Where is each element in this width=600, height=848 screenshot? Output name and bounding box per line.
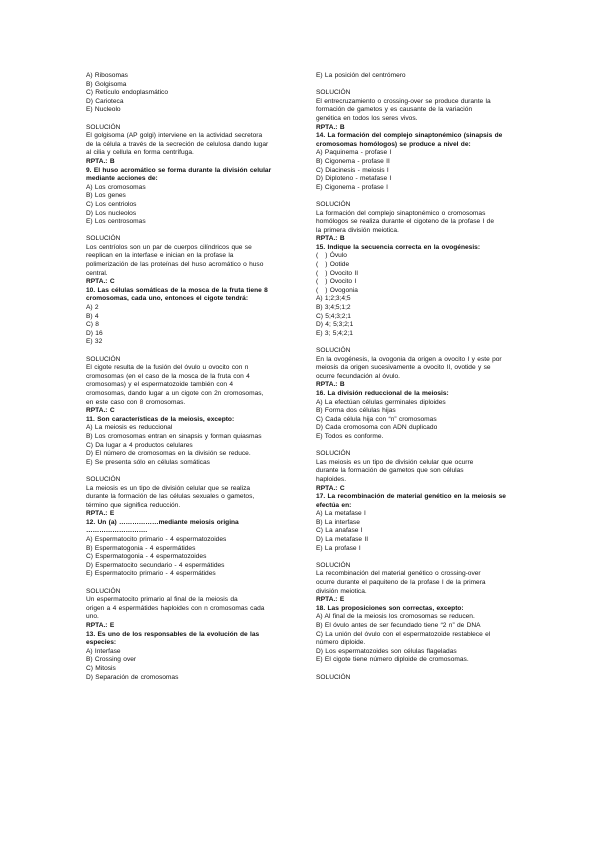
text-line: B) Forma dos células hijas: [316, 407, 396, 415]
bold-text-line: 13. Es uno de los responsables de la evolución de las: [86, 630, 260, 638]
text-line: E) La profase I: [316, 544, 361, 552]
text-line: ( ) Ovocito II: [316, 269, 359, 277]
text-line: C) Cada célula hija con “n” cromosomas: [316, 415, 437, 423]
bold-text-line: 12. Un (a) ………………mediante meiosis origina: [86, 518, 239, 526]
text-line: A) Al final de la meiosis los cromosomas se reducen.: [316, 613, 475, 621]
text-line: C) Da lugar a 4 productos celulares: [86, 441, 193, 449]
text-line: D) Cada cromosoma con ADN duplicado: [316, 424, 438, 432]
bold-text-line: 16. La división reduccional de la meiosis:: [316, 389, 449, 397]
bold-text-line: efectúa en:: [316, 501, 352, 509]
text-line: D) Espermatocito secundario - 4 espermátides: [86, 561, 225, 569]
text-line: D) Los nucleolos: [86, 209, 137, 217]
text-line: meiosis da origen sucesivamente a ovocito II, ovotide y se: [316, 364, 491, 372]
bold-text-line: 11. Son características de la meiosis, excepto:: [86, 415, 235, 423]
blank-line: [86, 115, 318, 124]
text-line: cromosomas, dando lugar a un cigote con 2n cromosomas,: [86, 389, 264, 397]
text-line: La meiosis es un tipo de división celular que se realiza: [86, 484, 251, 492]
bold-text-line: 17. La recombinación de material genético en la meiosis se: [316, 493, 506, 501]
text-line: A) Ribosomas: [86, 72, 128, 79]
text-line: E) 3; 5;4;2;1: [316, 329, 353, 337]
text-line: de la célula a través de la secreción de celulosa dando lugar: [86, 140, 269, 148]
text-line: central.: [86, 269, 108, 277]
text-line: D) El número de cromosomas en la división se reduce.: [86, 450, 251, 458]
text-line: SOLUCIÓN: [86, 475, 121, 483]
text-line: al cilia y cellula en forma centrífuga.: [86, 149, 194, 157]
text-line: A) Paquinema - profase I: [316, 149, 392, 157]
text-line: ocurre fecundación al óvulo.: [316, 372, 400, 380]
blank-line: [86, 467, 318, 476]
blank-line: [316, 553, 546, 562]
text-line: B) 4: [86, 312, 99, 320]
text-line: D) La metafase II: [316, 536, 369, 544]
text-line: genética en todos los seres vivos.: [316, 114, 418, 122]
text-line: SOLUCIÓN: [316, 347, 351, 354]
text-line: D) Separación de cromosomas: [86, 673, 179, 681]
text-line: Las meiosis es un tipo de división celular que ocurre: [316, 458, 474, 466]
text-line: A) 2: [86, 304, 99, 312]
blank-line: [86, 347, 318, 356]
text-line: B) El óvulo antes de ser fecundado tiene “2 n” de DNA: [316, 622, 481, 629]
text-line: B) Crossing over: [86, 656, 137, 664]
bold-text-line: 14. La formación del complejo sinaptonémico (sinapsis de: [316, 132, 503, 140]
text-line: B) Cigonema - profase II: [316, 157, 390, 165]
text-line: La formación del complejo sinaptonémico o cromosomas: [316, 209, 486, 217]
blank-line: [86, 579, 318, 588]
text-line: formación de gametos y es causante de la variación: [316, 106, 473, 114]
bold-text-line: 9. El huso acromático se forma durante la división celular: [86, 166, 272, 174]
text-line: La recombinación del material genético o crossing-over: [316, 570, 481, 578]
right-column: [316, 72, 546, 682]
bold-text-line: 18. Las proposiciones son correctas, excepto:: [316, 604, 464, 612]
bold-text-line: mediante acciones de:: [86, 175, 158, 183]
text-line: SOLUCIÓN: [86, 123, 121, 131]
text-line: B) Espermatogonia - 4 espermátides: [86, 544, 196, 552]
blank-line: [316, 665, 546, 674]
text-line: C) Los centriolos: [86, 200, 137, 208]
text-line: Los centríolos son un par de cuerpos cilíndricos que se: [86, 243, 252, 251]
text-line: ( ) Ovocito I: [316, 278, 357, 286]
text-line: E) Todos es conforme.: [316, 432, 384, 440]
text-line: ocurre durante el paquiteno de la profase I de la primera: [316, 579, 486, 587]
text-line: SOLUCIÓN: [86, 355, 121, 363]
text-line: C) Espermatogonia - 4 espermatozoides: [86, 553, 207, 561]
text-line: El entrecruzamiento o crossing-over se produce durante la: [316, 97, 491, 105]
text-line: A) La meiosis es reduccional: [86, 424, 173, 432]
text-line: C) 8: [86, 321, 99, 329]
text-line: D) Diploteno - metafase I: [316, 175, 392, 183]
text-line: C) Diacinesis - meiosis I: [316, 166, 389, 174]
text-line: la primera división meiotica.: [316, 226, 399, 234]
bold-text-line: RPTA.: B: [316, 123, 345, 131]
text-line: SOLUCIÓN: [316, 89, 351, 97]
text-line: El cigote resulta de la fusión del óvulo u ovocito con n: [86, 364, 249, 372]
text-line: ( ) Óvulo: [316, 252, 347, 260]
text-line: A) La metafase I: [316, 510, 366, 518]
text-line: C) Mitosis: [86, 664, 116, 672]
text-line: Un espermatocito primario al final de la meiosis da: [86, 596, 238, 604]
text-line: SOLUCIÓN: [316, 673, 351, 681]
text-line: SOLUCIÓN: [86, 587, 121, 595]
text-line: cromosomas (en el caso de la mosca de la fruta con 4: [86, 372, 250, 380]
bold-text-line: especies:: [86, 639, 117, 647]
text-line: El golgisoma (AP golgi) interviene en la actividad secretora: [86, 132, 263, 140]
blank-line: [86, 227, 318, 236]
bold-text-line: RPTA.: E: [316, 596, 345, 604]
text-line: E) Se presenta sólo en células somáticas: [86, 458, 210, 466]
bold-text-line: RPTA.: B: [86, 157, 115, 165]
text-line: cromosomas) y el espermatozoide también con 4: [86, 381, 234, 389]
bold-text-line: 15. Indique la secuencia correcta en la ovogénesis:: [316, 243, 481, 251]
text-line: D) 4; 5;3;2;1: [316, 321, 354, 329]
bold-text-line: RPTA.: C: [316, 484, 345, 492]
text-line: SOLUCIÓN: [86, 235, 121, 243]
text-line: ( ) Ootide: [316, 261, 350, 269]
text-line: durante la formación de las células sexuales o gametos,: [86, 493, 255, 501]
text-line: reeplican en la interfase e inician en la profase la: [86, 252, 234, 260]
text-line: E) Cigonema - profase I: [316, 183, 388, 191]
text-line: E) Nucleolo: [86, 106, 121, 114]
text-line: en este caso con 8 cromosomas.: [86, 398, 186, 406]
text-line: A) Los cromosomas: [86, 183, 146, 191]
text-line: durante la formación de gametos que son células: [316, 467, 464, 475]
bold-text-line: RPTA.: C: [86, 407, 115, 415]
blank-line: [316, 81, 546, 90]
bold-text-line: cromosomas, cada uno, entonces el cigote tendrá:: [86, 295, 249, 303]
text-line: SOLUCIÓN: [316, 561, 351, 569]
text-line: A) Interfase: [86, 647, 121, 655]
text-line: B) Los cromosomas entran en sinapsis y forman quiasmas: [86, 432, 262, 440]
text-line: En la ovogénesis, la ovogonia da origen a ovocito I y este por: [316, 355, 502, 363]
text-line: uno.: [86, 613, 99, 621]
bold-text-line: RPTA.: B: [316, 381, 345, 389]
text-line: C) La unión del óvulo con el espermatozoide restablece el: [316, 630, 491, 638]
text-line: E) El cigote tiene número diploide de cromosomas.: [316, 656, 469, 664]
text-line: D) Carioteca: [86, 97, 124, 105]
text-line: C) 5;4;3;2;1: [316, 312, 351, 320]
text-line: haploides.: [316, 475, 347, 483]
text-line: C) La anafase I: [316, 527, 363, 535]
text-line: división meiotica.: [316, 587, 367, 595]
text-line: SOLUCIÓN: [316, 450, 351, 458]
text-line: E) 32: [86, 338, 103, 346]
text-line: E) La posición del centrómero: [316, 72, 406, 79]
text-line: D) Los espermatozoides son células flageladas: [316, 647, 457, 655]
text-line: homólogos se realiza durante el cigoteno de la profase I de: [316, 218, 495, 226]
bold-text-line: RPTA.: C: [86, 278, 115, 286]
text-line: polimerización de las proteínas del huso acromático o huso: [86, 261, 264, 269]
bold-text-line: 10. Las células somáticas de la mosca de la fruta tiene 8: [86, 286, 268, 294]
blank-line: [316, 442, 546, 451]
text-line: A) 1;2;3;4;5: [316, 295, 351, 303]
text-line: A) Espermatocito primario - 4 espermatozoides: [86, 536, 227, 544]
text-line: origen a 4 espermátides haploides con n cromosomas cada: [86, 604, 265, 612]
text-line: término que significa reducción.: [86, 501, 181, 509]
blank-line: [316, 338, 546, 347]
bold-text-line: RPTA.: E: [86, 622, 115, 629]
text-line: D) 16: [86, 329, 103, 337]
text-line: C) Retículo endoplasmático: [86, 89, 168, 97]
bold-text-line: ……………………….: [86, 527, 148, 535]
text-line: B) Golgisoma: [86, 80, 127, 88]
text-line: E) Espermatocito primario - 4 espermátides: [86, 570, 216, 578]
text-line: B) La interfase: [316, 518, 360, 526]
text-line: B) 3;4;5;1;2: [316, 304, 351, 312]
blank-line: [316, 192, 546, 201]
bold-text-line: RPTA.: B: [316, 235, 345, 243]
text-line: E) Los centrosomas: [86, 218, 146, 226]
text-line: A) La efectúan células germinales diploides: [316, 398, 446, 406]
bold-text-line: cromosomas homólogos) se produce a nivel de:: [316, 140, 471, 148]
bold-text-line: RPTA.: E: [86, 510, 115, 518]
text-line: B) Los genes: [86, 192, 126, 200]
text-line: SOLUCIÓN: [316, 200, 351, 208]
text-line: número diploide.: [316, 639, 366, 647]
left-column: [86, 72, 318, 682]
text-line: ( ) Ovogonia: [316, 286, 358, 294]
